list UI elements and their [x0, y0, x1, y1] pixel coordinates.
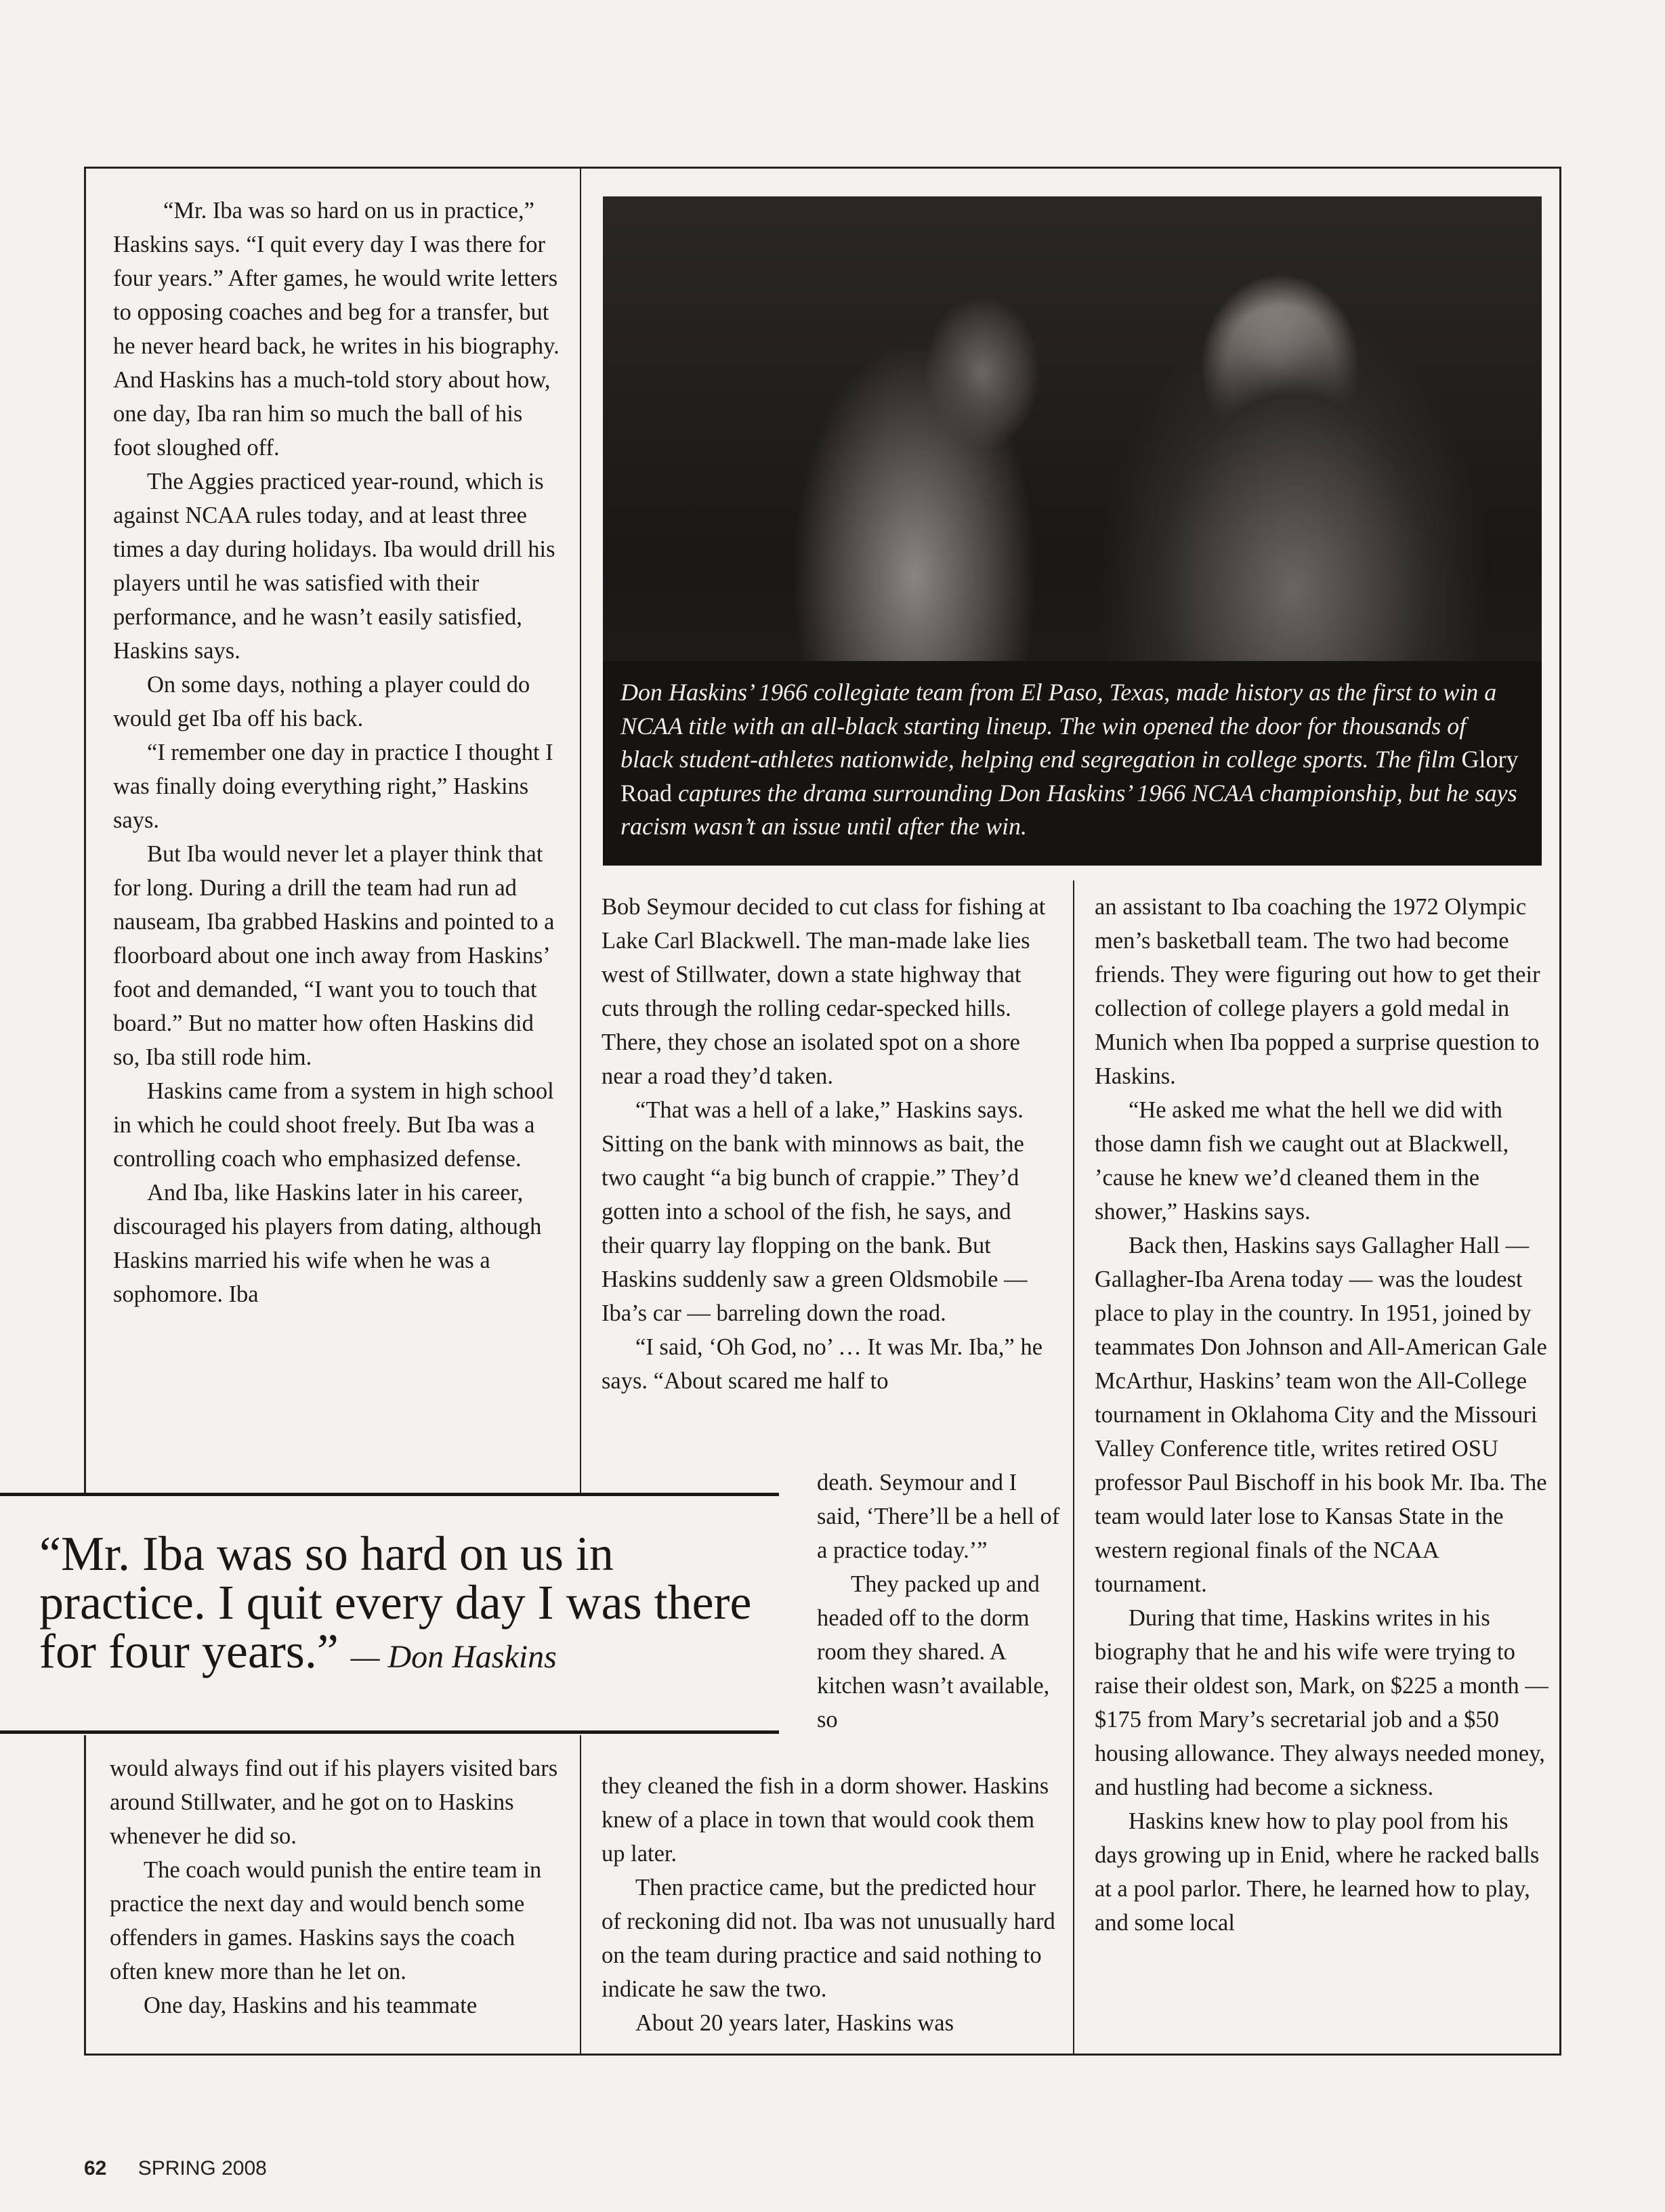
frame-right	[1559, 167, 1561, 2054]
divider-col1-col2-lower	[580, 1735, 581, 2054]
paragraph: One day, Haskins and his teammate	[144, 1993, 478, 2018]
paragraph: they cleaned the fish in a dorm shower. Haskins knew of a place in town that would cook them up later.	[602, 1773, 1049, 1867]
caption-text-1: Don Haskins’ 1966 collegiate team from El Paso, Texas, made history as the first to win a NCAA title with an all-black starting lineup. The win opened the door for thousands of black student-athletes nationwide, helping end segregation in college sports. The film	[620, 679, 1497, 773]
paragraph: On some days, nothing a player could do would get Iba off his back.	[113, 672, 530, 731]
paragraph: an assistant to Iba coaching the 1972 Olympic men’s basketball team. The two had become friends. They were figuring out how to get their collection of college players a gold medal in Munich when Iba popped a surprise question to Haskins.	[1095, 894, 1540, 1089]
paragraph: “Mr. Iba was so hard on us in practice,” Haskins says. “I quit every day I was there for four years.” After games, he would write letters to opposing coaches and beg for a transfer, but he never heard back, he writes in his biography. And Haskins has a much-told story about how, one day, Iba ran him so much the ball of his foot sloughed off.	[113, 198, 560, 461]
column-2-narrow	[817, 1466, 1062, 1737]
paragraph: They packed up and headed off to the dorm room they shared. A kitchen wasn’t available, so	[817, 1571, 1050, 1732]
paragraph: And Iba, like Haskins later in his career, discouraged his players from dating, although Haskins married his wife when he was a sophomore. Iba	[113, 1180, 542, 1307]
pull-quote	[39, 1529, 784, 1682]
frame-bottom	[84, 2054, 1561, 2056]
frame-left-lower	[84, 1735, 86, 2054]
column-2-top	[602, 890, 1057, 1398]
column-2-bottom	[602, 1769, 1057, 2040]
pull-quote-rule-bottom	[0, 1730, 779, 1734]
pull-quote-attribution: — Don Haskins	[350, 1639, 557, 1675]
column-3	[1095, 890, 1548, 1940]
issue-date: SPRING 2008	[138, 2157, 267, 2179]
paragraph: Then practice came, but the predicted hour of reckoning did not. Iba was not unusually hard on the team during practice and said nothing to indicate he saw the two.	[602, 1875, 1055, 2002]
paragraph: Bob Seymour decided to cut class for fishing at Lake Carl Blackwell. The man-made lake lies west of Stillwater, down a state highway that cuts through the rolling cedar-specked hills. There, they chose an isolated spot on a shore near a road they’d taken.	[602, 894, 1046, 1089]
paragraph: “I said, ‘Oh God, no’ … It was Mr. Iba,” he says. “About scared me half to	[602, 1334, 1043, 1394]
paragraph: About 20 years later, Haskins was	[635, 2010, 954, 2036]
paragraph: The coach would punish the entire team in practice the next day and would bench some offenders in games. Haskins says the coach often knew more than he let on.	[110, 1857, 542, 1984]
caption-film-title: Glory Road	[620, 746, 1519, 807]
divider-col2-col3	[1073, 880, 1074, 2054]
paragraph: “That was a hell of a lake,” Haskins says. Sitting on the bank with minnows as bait, the two caught “a big bunch of crappie.” They’d gotten into a school of the fish, he says, and their quarry lay flopping on the bank. But Haskins suddenly saw a green Oldsmobile — Iba’s car — barreling down the road.	[602, 1097, 1028, 1326]
divider-col1-col2	[580, 167, 581, 1494]
pull-quote-text: “Mr. Iba was so hard on us in practice. I quit every day I was there for four years.”	[39, 1527, 752, 1678]
page-number: 62	[84, 2157, 107, 2179]
pull-quote-rule-top	[0, 1493, 779, 1496]
paragraph: “He asked me what the hell we did with those damn fish we caught out at Blackwell, ’cause he knew we’d cleaned them in the shower,” Haskins says.	[1095, 1097, 1509, 1225]
paragraph: Haskins knew how to play pool from his days growing up in Enid, where he racked balls at a pool parlor. There, he learned how to play, and some local	[1095, 1808, 1540, 1936]
frame-top	[84, 167, 1559, 169]
column-1-top	[113, 194, 564, 1311]
paragraph: “I remember one day in practice I thought I was finally doing everything right,” Haskins says.	[113, 740, 553, 833]
paragraph: Back then, Haskins says Gallagher Hall — Gallagher-Iba Arena today — was the loudest place to play in the country. In 1951, joined by teammates Don Johnson and All-American Gale McArthur, Haskins’ team won the All-College tournament in Oklahoma City and the Missouri Valley Conference title, writes retired OSU professor Paul Bischoff in his book Mr. Iba. The team would later lose to Kansas State in the western regional finals of the NCAA tournament.	[1095, 1233, 1547, 1597]
paragraph: death. Seymour and I said, ‘There’ll be a hell of a practice today.’”	[817, 1470, 1060, 1563]
photo-caption	[603, 661, 1542, 866]
frame-left	[84, 167, 86, 1494]
paragraph: The Aggies practiced year-round, which is against NCAA rules today, and at least three times a day during holidays. Iba would drill his players until he was satisfied with their performance, and he wasn’t easily satisfied, Haskins says.	[113, 469, 555, 664]
photo-haskins-iba	[603, 196, 1542, 866]
column-1-bottom	[110, 1751, 564, 2022]
paragraph: But Iba would never let a player think that for long. During a drill the team had run ad nauseam, Iba grabbed Haskins and pointed to a floorboard about one inch away from Haskins’ foot and demanded, “I want you to touch that board.” But no matter how often Haskins did so, Iba still rode him.	[113, 841, 555, 1070]
paragraph: During that time, Haskins writes in his biography that he and his wife were trying to raise their oldest son, Mark, on $225 a month — $175 from Mary’s secretarial job and a $50 housing allowance. They always needed money, and hustling had become a sickness.	[1095, 1605, 1548, 1800]
paragraph: would always find out if his players visited bars around Stillwater, and he got on to Haskins whenever he did so.	[110, 1756, 558, 1849]
paragraph: Haskins came from a system in high school in which he could shoot freely. But Iba was a controlling coach who emphasized defense.	[113, 1078, 554, 1172]
page-footer	[84, 2157, 267, 2180]
caption-text-2: captures the drama surrounding Don Haskins’ 1966 NCAA championship, but he says racism wasn’t an issue until after the win.	[620, 779, 1517, 840]
